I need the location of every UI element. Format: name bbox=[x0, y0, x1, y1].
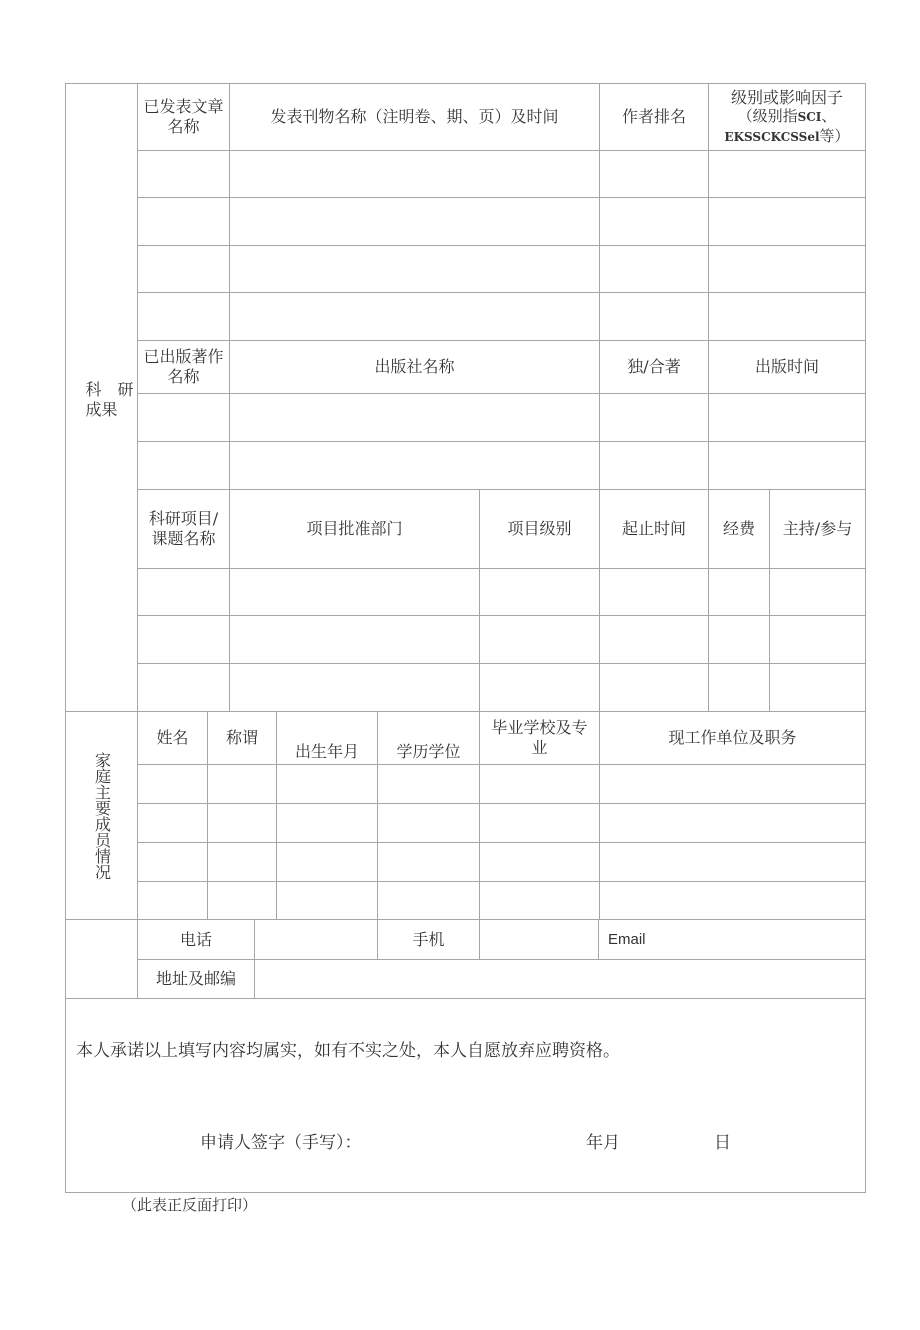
print-note: （此表正反面打印） bbox=[122, 1196, 258, 1214]
mobile-label: 手机 bbox=[412, 929, 445, 949]
projects-title-header: 科研项目/ 课题名称 bbox=[148, 509, 219, 548]
projects-level-header: 项目级别 bbox=[507, 519, 572, 538]
phone-input-cell[interactable] bbox=[255, 920, 377, 959]
projects-funding-header: 经费 bbox=[722, 519, 755, 538]
books-publisher-header: 出版社名称 bbox=[374, 357, 455, 376]
date-day-label: 日 bbox=[714, 1133, 731, 1153]
research-section-label bbox=[66, 372, 137, 428]
family-work-header: 现工作单位及职务 bbox=[668, 728, 797, 747]
family-school-header: 毕业学校及专 业 bbox=[491, 718, 588, 757]
mobile-input-cell[interactable] bbox=[480, 920, 598, 959]
articles-journal-header: 发表刊物名称（注明卷、期、页）及时间 bbox=[270, 107, 559, 126]
family-relation-header: 称谓 bbox=[225, 728, 258, 747]
books-publish-date-header: 出版时间 bbox=[754, 357, 819, 376]
family-section-label: 家庭主要成员情况 bbox=[92, 751, 112, 880]
email-label: Email bbox=[608, 930, 646, 948]
family-education-header: 学历学位 bbox=[396, 742, 461, 761]
family-name-header: 姓名 bbox=[156, 728, 189, 747]
family-birth-header: 出生年月 bbox=[294, 742, 359, 761]
address-input-cell[interactable] bbox=[255, 960, 865, 998]
articles-author-rank-header: 作者排名 bbox=[621, 107, 686, 126]
research-label-line2: 成果 bbox=[85, 400, 118, 419]
address-label: 地址及邮编 bbox=[155, 969, 236, 988]
projects-period-header: 起止时间 bbox=[621, 519, 686, 538]
signature-label: 申请人签字（手写）： bbox=[200, 1133, 362, 1153]
projects-role-header: 主持/参与 bbox=[782, 519, 853, 538]
pledge-statement: 本人承诺以上填写内容均属实，如有不实之处，本人自愿放弃应聘资格。 bbox=[76, 1041, 620, 1061]
articles-impact-factor-header: 级别或影响因子 （级别指SCI、 EKSSCKCSSel等） bbox=[724, 87, 850, 145]
books-authorship-header: 独/合著 bbox=[627, 357, 681, 376]
projects-approving-dept-header: 项目批准部门 bbox=[306, 519, 403, 538]
articles-title-header: 已发表文章 名称 bbox=[143, 97, 224, 136]
books-title-header: 已出版著作 名称 bbox=[143, 347, 224, 386]
phone-label: 电话 bbox=[179, 929, 212, 949]
date-year-month-label: 年月 bbox=[586, 1133, 620, 1153]
research-label-line1: 科 研 bbox=[85, 380, 134, 399]
